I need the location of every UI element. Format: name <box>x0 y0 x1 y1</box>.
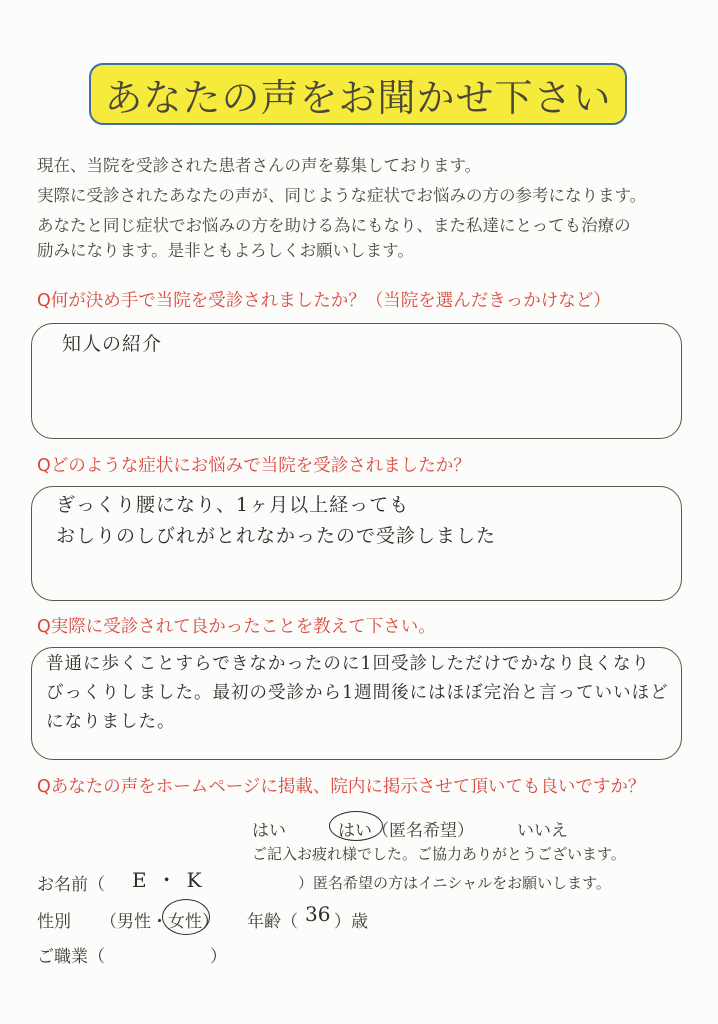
option-anon-yes[interactable]: はい <box>338 821 372 841</box>
answer-box-3[interactable] <box>31 647 682 760</box>
gender-label: 性別 <box>37 912 71 932</box>
page-title: あなたの声をお聞かせ下さい <box>104 75 612 120</box>
answer-3-line-1: 普通に歩くことすらできなかったのに1回受診しただけでかなり良くなり <box>46 654 650 674</box>
answer-1-line-1: 知人の紹介 <box>62 333 163 355</box>
option-anon-note: （匿名希望） <box>372 821 474 841</box>
age-label: 年齢（ <box>247 912 298 932</box>
title-banner <box>89 63 627 125</box>
question-1-label: Q何が決め手で当院を受診されましたか？（当院を選んだきっかけなど） <box>37 291 611 311</box>
answer-box-2[interactable] <box>31 486 682 601</box>
name-label: お名前（ <box>37 875 105 895</box>
name-close-note: ）匿名希望の方はイニシャルをお願いします。 <box>298 874 611 892</box>
thanks-text: ご記入お疲れ様でした。ご協力ありがとうございます。 <box>252 845 626 863</box>
question-2-label: Qどのような症状にお悩みで当院を受診されましたか？ <box>37 456 471 476</box>
answer-3-line-2: びっくりしました。最初の受診から1週間後にはほぼ完治と言っていいほど <box>46 683 669 703</box>
age-suffix: ）歳 <box>334 912 368 932</box>
answer-box-1[interactable] <box>31 323 682 439</box>
gender-selected-circle-mark <box>162 899 210 935</box>
option-yes[interactable]: はい <box>252 821 286 841</box>
answer-3-line-3: になりました。 <box>46 712 176 732</box>
intro-line-4: 励みになります。是非ともよろしくお願いします。 <box>37 241 414 260</box>
consent-question-label: Qあなたの声をホームページに掲載、院内に掲示させて頂いても良いですか？ <box>37 777 646 797</box>
intro-line-2: 実際に受診されたあなたの声が、同じような症状でお悩みの方の参考になります。 <box>37 186 647 205</box>
job-close: ） <box>210 947 227 967</box>
answer-2-line-2: おしりのしびれがとれなかったので受診しました <box>56 525 497 547</box>
job-label: ご職業（ <box>37 947 105 967</box>
question-3-label: Q実際に受診されて良かったことを教えて下さい。 <box>37 617 436 637</box>
gender-options[interactable]: （男性・女性） <box>100 912 219 932</box>
intro-line-3: あなたと同じ症状でお悩みの方を助ける為にもなり、また私達にとっても治療の <box>37 216 631 235</box>
answer-2-line-1: ぎっくり腰になり、1ヶ月以上経っても <box>56 494 410 516</box>
intro-line-1: 現在、当院を受診された患者さんの声を募集しております。 <box>37 156 482 175</box>
age-value[interactable]: 36 <box>305 902 331 926</box>
name-value[interactable]: E・K <box>132 868 212 892</box>
option-no[interactable]: いいえ <box>517 821 568 841</box>
